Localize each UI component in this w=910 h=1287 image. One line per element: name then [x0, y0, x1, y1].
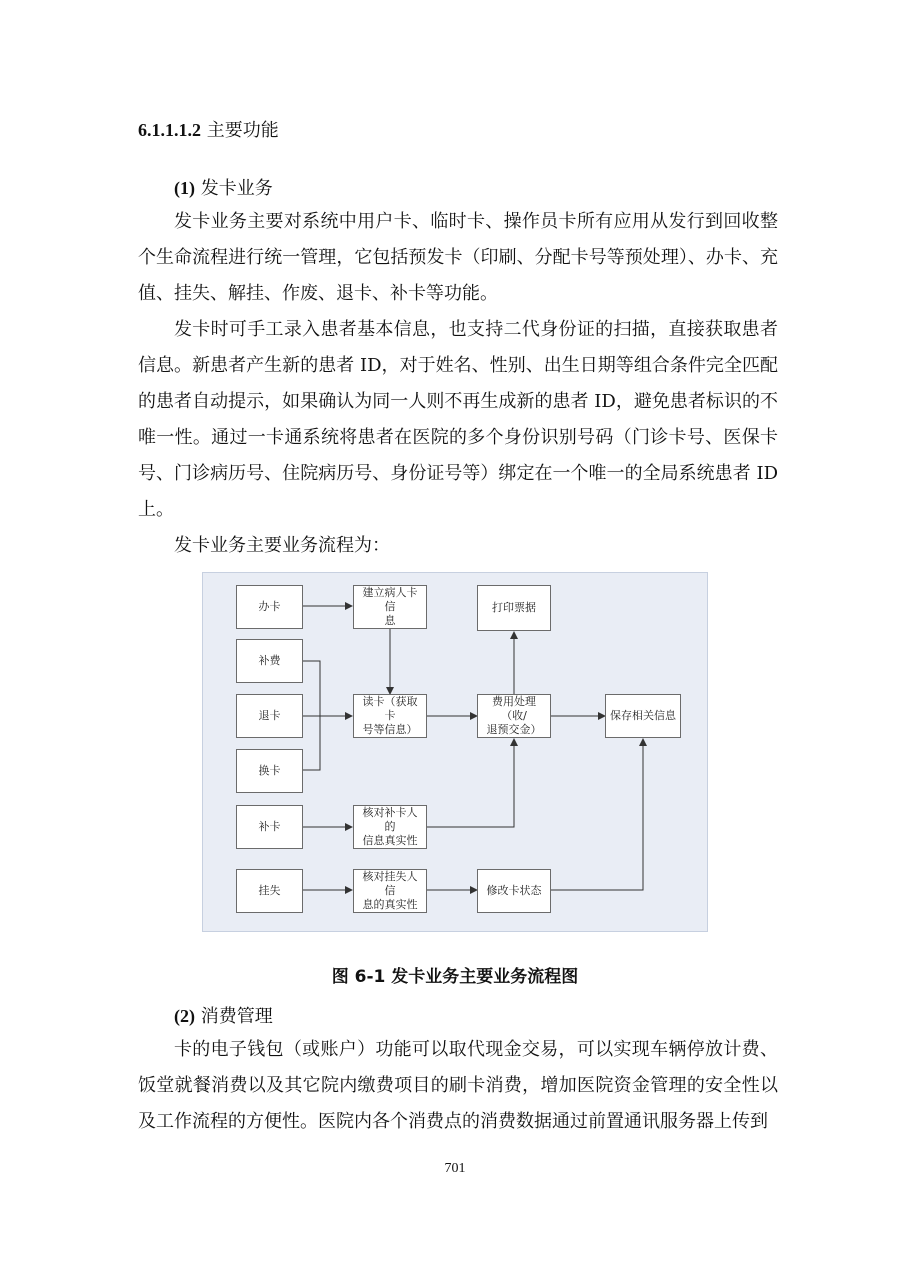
section-title: 主要功能 [206, 120, 279, 141]
flowchart [202, 572, 708, 932]
subsection-title-2: 消费管理 [200, 1006, 273, 1027]
subsection-number-2: (2) [174, 1006, 195, 1026]
node-verify-loss: 核对挂失人信 息的真实性 [353, 869, 427, 913]
subsection-heading-1 [174, 174, 273, 203]
node-gua-shi: 挂失 [236, 869, 303, 913]
node-create-patient-card-info: 建立病人卡信 息 [353, 585, 427, 629]
subsection-title-1: 发卡业务 [200, 178, 273, 199]
node-print-receipt: 打印票据 [477, 585, 551, 631]
node-ban-ka: 办卡 [236, 585, 303, 629]
paragraph-4: 卡的电子钱包（或账户）功能可以取代现金交易，可以实现车辆停放计费、饭堂就餐消费以及其它院内缴费项目的刷卡消费，增加医院资金管理的安全性以及工作流程的方便性。医院内各个消费点的消费数据通过前置通讯服务器上传到 [138, 1039, 778, 1132]
node-read-card: 读卡（获取卡 号等信息） [353, 694, 427, 738]
node-tui-ka: 退卡 [236, 694, 303, 738]
paragraph-3: 发卡业务主要业务流程为： [174, 535, 390, 556]
section-number: 6.1.1.1.2 [138, 120, 201, 140]
subsection-heading-2 [174, 1002, 273, 1031]
node-huan-ka: 换卡 [236, 749, 303, 793]
page-number: 701 [444, 1161, 466, 1176]
node-fee-processing: 费用处理（收/ 退预交金） [477, 694, 551, 738]
node-bu-ka: 补卡 [236, 805, 303, 849]
node-verify-reissue: 核对补卡人的 信息真实性 [353, 805, 427, 849]
paragraph-2: 发卡时可手工录入患者基本信息，也支持二代身份证的扫描，直接获取患者信息。新患者产生新的患者 ID，对于姓名、性别、出生日期等组合条件完全匹配的患者自动提示，如果确认为同一人则不再生成新的患者 ID，避免患者标识的不唯一性。通过一卡通系统将患者在医院的多个身份识别号码（门诊卡号、医保卡号、门诊病历号、住院病历号、身份证号等）绑定在一个唯一的全局系统患者 ID 上。 [138, 319, 778, 520]
section-heading [138, 116, 279, 145]
node-modify-card-status: 修改卡状态 [477, 869, 551, 913]
figure-caption: 图 6-1 发卡业务主要业务流程图 [331, 967, 579, 987]
node-bu-fei: 补费 [236, 639, 303, 683]
node-save-info: 保存相关信息 [605, 694, 681, 738]
paragraph-1: 发卡业务主要对系统中用户卡、临时卡、操作员卡所有应用从发行到回收整个生命流程进行统一管理，它包括预发卡（印刷、分配卡号等预处理）、办卡、充值、挂失、解挂、作废、退卡、补卡等功能。 [138, 211, 778, 304]
subsection-number-1: (1) [174, 178, 195, 198]
